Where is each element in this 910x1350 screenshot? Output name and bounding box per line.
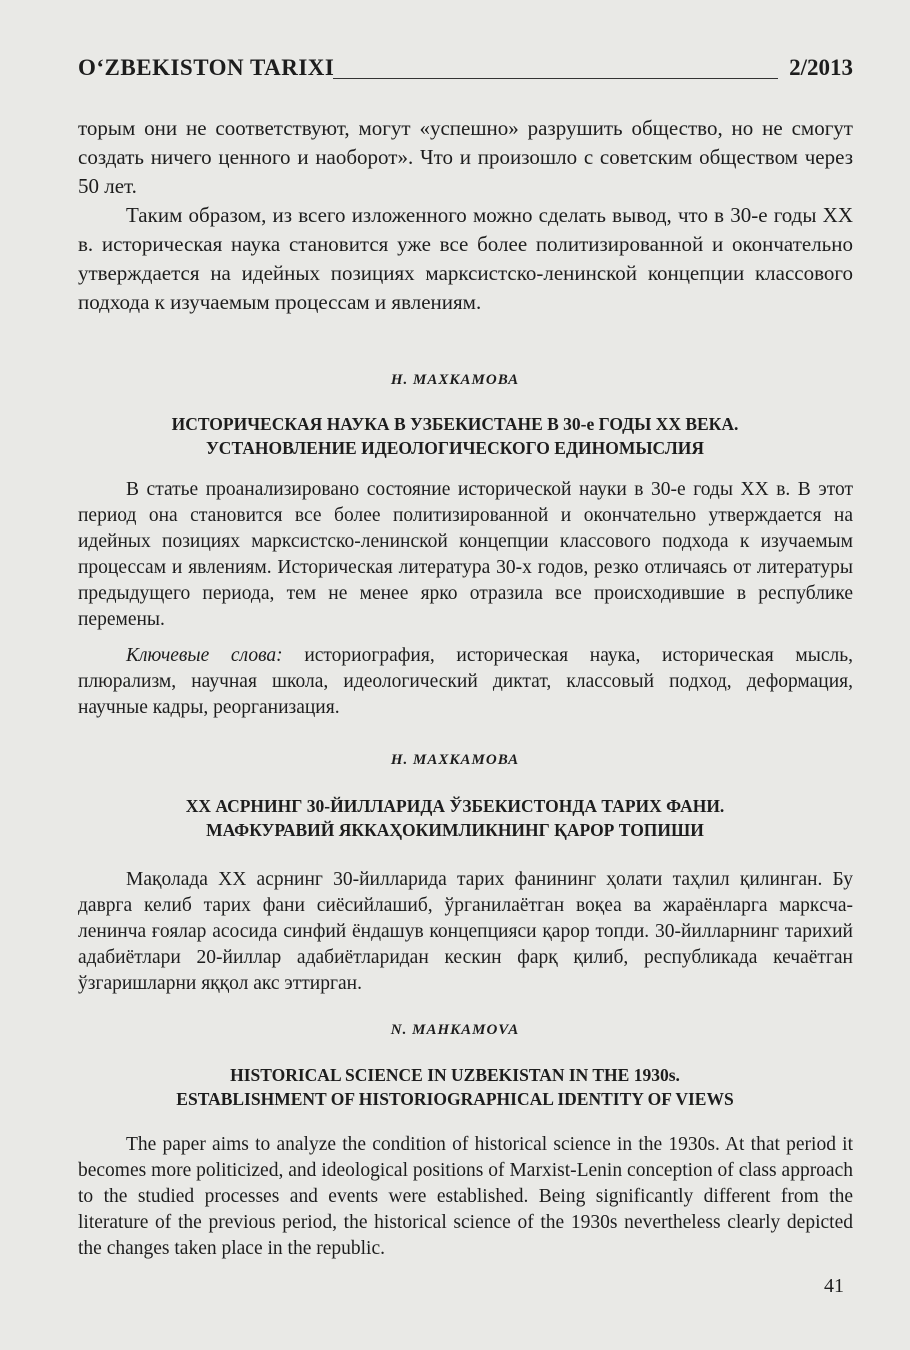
page-number: 41 — [824, 1275, 844, 1297]
title-uz-line2: МАФКУРАВИЙ ЯККАҲОКИМЛИКНИНГ ҚАРОР ТОПИШИ — [206, 820, 704, 840]
header-rule — [333, 78, 778, 79]
title-uz-line1: XX АСРНИНГ 30-ЙИЛЛАРИДА ЎЗБЕКИСТОНДА ТАРИХ ФАНИ. — [185, 796, 725, 816]
author-ru: Н. МАХКАМОВА — [390, 372, 520, 388]
title-en — [0, 1063, 910, 1111]
title-ru-line1: ИСТОРИЧЕСКАЯ НАУКА В УЗБЕКИСТАНЕ В 30-е ГОДЫ XX ВЕКА. — [171, 414, 739, 434]
title-ru — [0, 412, 910, 460]
journal-title: O‘ZBEKISTON TARIXI — [78, 55, 335, 80]
keywords-label: Ключевые слова: — [126, 645, 283, 666]
title-en-line1: HISTORICAL SCIENCE IN UZBEKISTAN IN THE 1930s. — [230, 1065, 680, 1085]
body-paragraph-continued: торым они не соответствуют, могут «успешно» разрушить общество, но не смогут создать ничего ценного и наоборот». Что и произошло с советским обществом через 50 лет. — [78, 116, 853, 198]
abstract-ru-text: В статье проанализировано состояние исторической науки в 30-е годы XX в. В этот период она становится все более политизированной и окончательно утверждается на идейных позициях марксистско-ленинской концепции классового подхода к изучаемым процессам и явлениям. Историческая литература 30-х годов, резко отличаясь от литературы предыдущего периода, тем не менее ярко отразила все происходившие в республике перемены. — [78, 479, 853, 630]
keywords-list: историография, историческая наука, историческая мысль, плюрализм, научная школа, идеологический диктат, классовый подход, деформация, научные кадры, реорганизация. — [78, 645, 853, 718]
issue-number: 2/2013 — [789, 55, 853, 80]
author-uz: Н. МАХКАМОВА — [390, 752, 520, 768]
title-uz — [0, 794, 910, 842]
running-header — [78, 55, 853, 87]
title-en-line2: ESTABLISHMENT OF HISTORIOGRAPHICAL IDENTITY OF VIEWS — [176, 1089, 734, 1109]
keywords-ru — [78, 643, 853, 721]
abstract-en-text: The paper aims to analyze the condition of historical science in the 1930s. At that period it becomes more politicized, and ideological positions of Marxist-Lenin conception of class approach to the studied processes and events were established. Being significantly different from the literature of the previous period, the historical science of the 1930s nevertheless clearly depicted the changes taken place in the republic. — [78, 1134, 853, 1259]
author-en: N. MAHKAMOVA — [390, 1022, 520, 1038]
body-paragraph-conclusion: Таким образом, из всего изложенного можно сделать вывод, что в 30-е годы XX в. историческая наука становится уже все более политизированной и окончательно утверждается на идейных позициях марксистско-ленинской концепции классового подхода к изучаемым процессам и явлениям. — [78, 203, 853, 314]
title-ru-line2: УСТАНОВЛЕНИЕ ИДЕОЛОГИЧЕСКОГО ЕДИНОМЫСЛИЯ — [205, 438, 705, 458]
abstract-uz-text: Мақолада XX асрнинг 30-йилларида тарих фанининг ҳолати таҳлил қилинган. Бу даврга келиб тарих фани сиёсийлашиб, ўрганилаётган воқеа ва жараёнларга маркcча-ленинча ғоялар асосида синфий ёндашув концепцияси қарор топди. 30-йилларнинг тарихий адабиётлари 20-йиллар адабиётларидан кескин фарқ қилиб, республикада кечаётган ўзгаришларни яққол акс эттирган. — [78, 869, 853, 994]
